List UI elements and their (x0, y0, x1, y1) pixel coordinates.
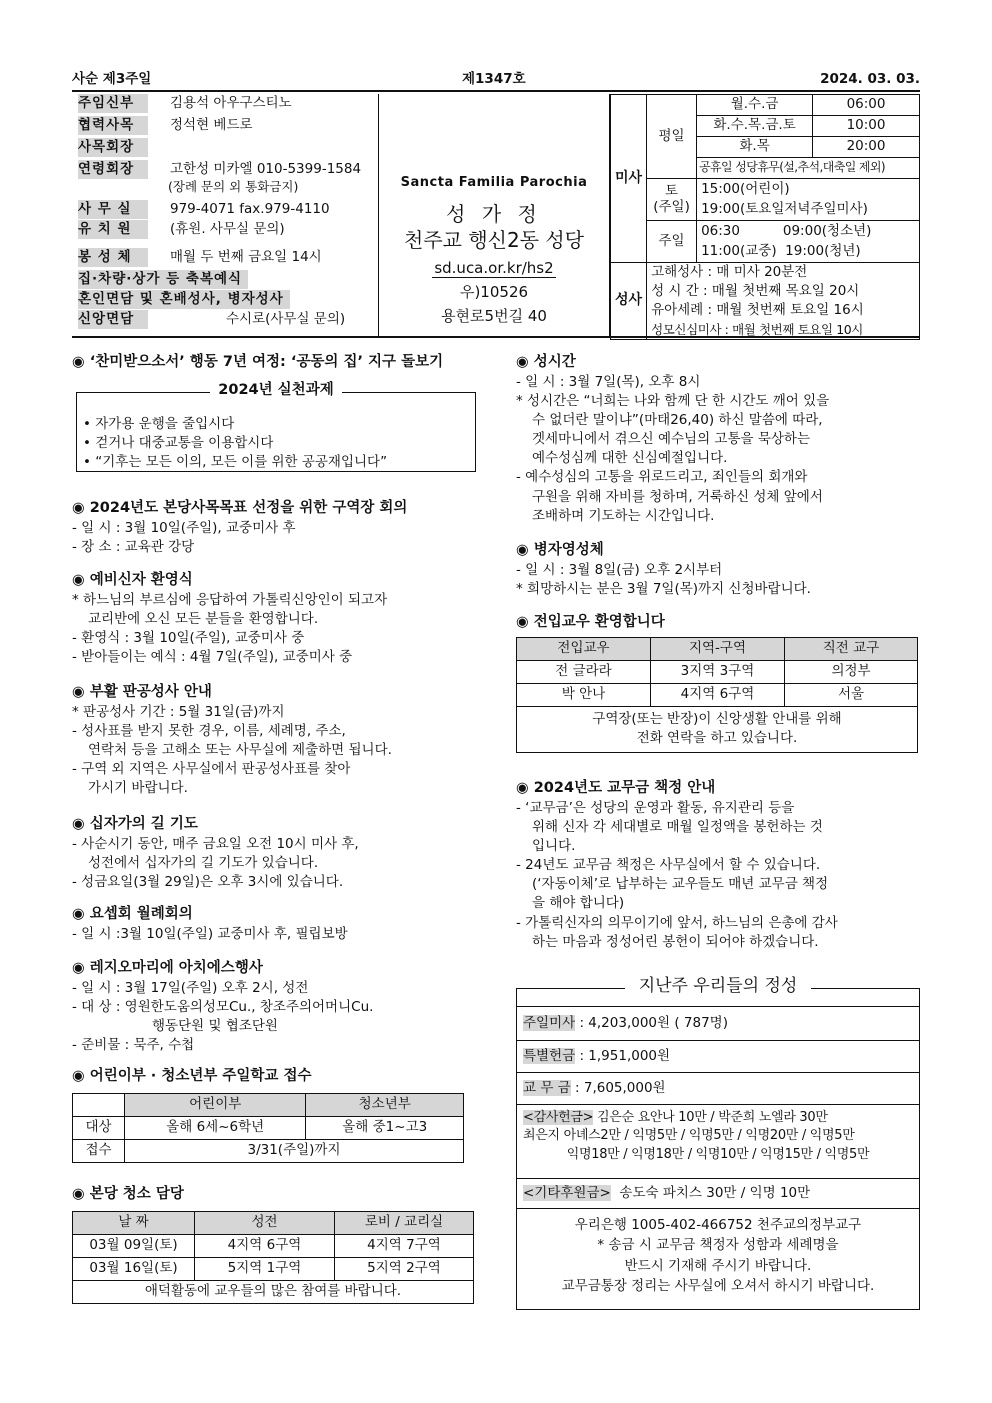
table-cell: 4지역 7구역 (335, 1234, 474, 1257)
table-cell: 박 안나 (517, 683, 651, 706)
note-line: 전화 연락을 하고 있습니다. (636, 730, 798, 747)
text-line: * 하느님의 부르심에 응답하여 가톨릭신앙인이 되고자 (72, 591, 388, 608)
text-line: - 성금요일(3월 29일)은 오후 3시에 있습니다. (72, 873, 344, 890)
practice-box (76, 382, 476, 472)
faith: 수시로(사무실 문의) (226, 311, 346, 327)
section-title: ◉ 십자가의 길 기도 (72, 816, 198, 832)
section-title: ◉ 예비신자 환영식 (72, 572, 193, 588)
amount: : 1,951,000원 (575, 1048, 671, 1064)
table-cell: 03월 09일(토) (73, 1234, 195, 1257)
tag-label: <기타후원금> (523, 1185, 611, 1201)
parish-info (378, 94, 610, 336)
joseph-section (72, 904, 484, 944)
note-line: 구역장(또는 반장)이 신앙생활 안내를 위해 (592, 710, 842, 727)
legio-section (72, 958, 484, 1055)
saturday-mass: 19:00(토요일저녁주일미사) (697, 200, 920, 221)
school-section (72, 1066, 484, 1163)
text-line: 가시기 바랍니다. (88, 780, 188, 797)
text-line: * 성시간은 “너희는 나와 함께 단 한 시간도 깨어 있을 (516, 392, 830, 409)
mass-label: 미사 (611, 95, 647, 263)
text-line: - 대 상 : 영원한도움의성모Cu., 창조주의어머니Cu. (72, 998, 374, 1015)
weekday-time: 10:00 (813, 116, 920, 137)
dues-section (516, 778, 920, 952)
office: 979-4071 fax.979-4110 (170, 201, 330, 217)
newcomers-table (516, 637, 918, 753)
tag-label: 특별헌금 (523, 1048, 576, 1064)
sacrament-item: 성 시 간 : 매월 첫번째 목요일 20시 (647, 282, 920, 301)
donor-line: 김은순 요안나 10만 / 박준희 노엘라 30만 (593, 1110, 828, 1125)
assoc: 정석현 베드로 (170, 117, 253, 133)
text-line: - 환영식 : 3월 10일(주일), 교중미사 중 (72, 629, 305, 646)
text-line: - 성사표를 받지 못한 경우, 이름, 세례명, 주소, (72, 722, 346, 739)
laudato-section (72, 352, 484, 471)
parish-url[interactable]: sd.uca.or.kr/hs2 (434, 259, 554, 277)
text-line: - 준비물 : 묵주, 수첩 (72, 1037, 195, 1054)
text-line: 겟세마니에서 겪으신 예수님의 고통을 묵상하는 (532, 431, 810, 448)
text-line: 위해 신자 각 세대별로 매월 일정액을 봉헌하는 것 (532, 818, 823, 835)
table-cell (517, 706, 918, 752)
council-label: 사목회장 (78, 138, 148, 157)
sacrament-label: 성사 (611, 263, 647, 340)
text-line: - 사순시기 동안, 매주 금요일 오전 10시 미사 후, (72, 835, 359, 852)
text-line: - 24년도 교무금 책정은 사무실에서 할 수 있습니다. (516, 857, 821, 874)
sick-section (516, 540, 920, 599)
tag-label: 교 무 금 (523, 1080, 571, 1096)
saturday-mass: 15:00(어린이) (697, 179, 920, 200)
section-title: ◉ 레지오마리에 아치에스행사 (72, 960, 263, 976)
text-line: * 희망하시는 분은 3월 7일(목)까지 신청바랍니다. (516, 580, 811, 597)
school-table (72, 1093, 464, 1163)
table-cell: 의정부 (785, 660, 918, 683)
text-line: 하는 마음과 정성어린 봉헌이 되어야 하겠습니다. (532, 933, 819, 950)
faith-label: 신앙면담 (78, 310, 148, 329)
table-cell: 전 글라라 (517, 660, 651, 683)
easter-section (72, 682, 484, 798)
kinder-label: 유 치 원 (78, 220, 148, 239)
section-title: ◉ 2024년도 본당사목목표 선정을 위한 구역장 회의 (72, 500, 408, 516)
offering-title: 지난주 우리들의 정성 (625, 976, 812, 996)
weekday-days: 월.수.금 (697, 95, 813, 116)
special-offering (517, 1041, 919, 1073)
sacrament-item: 유아세례 : 매월 첫번째 토요일 16시 (647, 301, 920, 320)
schedule (610, 94, 920, 336)
section-title: ◉ 어린이부 · 청소년부 주일학교 접수 (72, 1068, 312, 1084)
text-line: - 받아들이는 예식 : 4월 7일(주일), 교중미사 중 (72, 649, 353, 666)
donor-line: 송도숙 파치스 30만 / 익명 10만 (610, 1185, 811, 1201)
sunday-mass: 11:00(교중) 19:00(청년) (697, 242, 920, 263)
table-cell: 서울 (785, 683, 918, 706)
table-header: 어린이부 (125, 1093, 306, 1116)
text-line: - ‘교무금’은 성당의 운영과 활동, 유지관리 등을 (516, 799, 795, 816)
table-header: 날 짜 (73, 1211, 195, 1234)
text-line: 입니다. (532, 837, 576, 854)
section-title: ◉ 본당 청소 담당 (72, 1186, 184, 1202)
table-cell: 올해 6세~6학년 (125, 1116, 306, 1139)
mass-schedule-table (610, 94, 920, 340)
table-header: 성전 (195, 1211, 335, 1234)
dues-offering (517, 1073, 919, 1105)
table-header: 청소년부 (306, 1093, 464, 1116)
table-cell: 5지역 2구역 (335, 1257, 474, 1280)
bank-line: 우리은행 1005-402-466752 천주교의정부교구 (574, 1217, 862, 1233)
table-cell (73, 1093, 125, 1116)
liaison: 고한성 미카엘 010-5399-1584 (170, 161, 362, 177)
offering-box (516, 976, 920, 1310)
tag-label: <감사헌금> (523, 1110, 594, 1125)
table-cell: 대상 (73, 1116, 125, 1139)
sacrament-item: 성모신심미사 : 매월 첫번째 토요일 10시 (647, 320, 920, 339)
text-line: - 일 시 : 3월 7일(목), 오후 8시 (516, 373, 701, 390)
text-line: - 일 시 : 3월 17일(주일) 오후 2시, 성전 (72, 979, 309, 996)
top-bar (72, 68, 920, 92)
pastor: 김용석 아우구스티노 (170, 95, 292, 111)
amount: : 7,605,000원 (570, 1080, 666, 1096)
section-title: ◉ 전입교우 환영합니다 (516, 614, 665, 630)
staff-info (72, 94, 378, 336)
service-label: 봉 성 체 (78, 248, 148, 267)
text-line: - 구역 외 지역은 사무실에서 판공성사표를 찾아 (72, 761, 351, 778)
donor-line: 최은지 아녜스2만 / 익명5만 / 익명5만 / 익명20만 / 익명5만 (523, 1128, 855, 1144)
liaison-note: (장례 문의 외 통화금지) (168, 179, 299, 194)
amount: : 4,203,000원 ( 787명) (575, 1015, 728, 1031)
table-cell: 접수 (73, 1139, 125, 1162)
text-line: 교리반에 오신 모든 분들을 환영합니다. (88, 610, 319, 627)
text-line: 을 해야 합니다) (532, 895, 625, 912)
table-cell: 3지역 3구역 (651, 660, 785, 683)
text-line: 조배하며 기도하는 시간입니다. (532, 507, 715, 524)
holiday-note: 공휴일 성당휴무(설,추석,대축일 제외) (697, 158, 920, 179)
bank-line: * 송금 시 교무금 책정자 성함과 세례명을 (597, 1237, 839, 1254)
table-cell: 올해 중1~고3 (306, 1116, 464, 1139)
table-cell: 5지역 1구역 (195, 1257, 335, 1280)
liaison-label: 연령회장 (78, 160, 148, 179)
text-line: 예수성심께 대한 신심예절입니다. (532, 450, 728, 467)
parish-fullname: 천주교 행신2동 성당 (404, 228, 584, 252)
text-line: - 일 시 : 3월 8일(금) 오후 2시부터 (516, 561, 723, 578)
weekday-time: 06:00 (813, 95, 920, 116)
parish-latin: Sancta Familia Parochia (400, 175, 588, 190)
sunday-offering (517, 1007, 919, 1041)
clean-table (72, 1211, 474, 1304)
list-item: • 걷거나 대중교통을 이용합시다 (83, 435, 274, 452)
welcome-section (72, 570, 484, 667)
donor-line: 익명18만 / 익명18만 / 익명10만 / 익명15만 / 익명5만 (566, 1146, 870, 1162)
thanks-offering (517, 1105, 919, 1179)
table-header: 직전 교구 (785, 637, 918, 660)
saturday-label: 토 (주일) (647, 179, 697, 221)
holyhour-section (516, 352, 920, 526)
weekday-days: 화.수.목.금.토 (697, 116, 813, 137)
table-cell: 3/31(주일)까지 (125, 1139, 464, 1162)
weekday-time: 20:00 (813, 137, 920, 158)
text-line: 연락처 등을 고해소 또는 사무실에 제출하면 됩니다. (88, 741, 392, 758)
issue-number: 제1347호 (462, 71, 526, 87)
pastor-label: 주임신부 (78, 94, 148, 113)
table-cell: 03월 16일(토) (73, 1257, 195, 1280)
text-line: (‘자동이체’로 납부하는 교우들도 매년 교무금 책정 (532, 876, 829, 893)
cross-section (72, 814, 484, 892)
sunday-mass: 06:30 09:00(청소년) (697, 221, 920, 242)
issue-date: 2024. 03. 03. (820, 71, 920, 87)
tag-label: 주일미사 (523, 1015, 576, 1031)
sunday-label: 주일 (647, 221, 697, 263)
text-line: 행동단원 및 협조단원 (152, 1017, 278, 1034)
section-title: ◉ 부활 판공성사 안내 (72, 684, 212, 700)
clean-section (72, 1184, 484, 1304)
section-title: ◉ ‘찬미받으소서’ 행동 7년 여정: ‘공동의 집’ 지구 돌보기 (72, 354, 444, 370)
table-cell: 애덕활동에 교우들의 많은 참여를 바랍니다. (73, 1280, 474, 1303)
other-offering (517, 1179, 919, 1209)
section-title: ◉ 성시간 (516, 354, 576, 370)
season: 사순 제3주일 (72, 71, 152, 87)
marriage-label: 혼인면담 및 혼배성사, 병자성사 (78, 290, 290, 309)
text-line: - 장 소 : 교육관 강당 (72, 538, 195, 555)
office-label: 사 무 실 (78, 200, 148, 219)
newcomers-section (516, 612, 920, 753)
text-line: - 일 시 :3월 10일(주일) 교중미사 후, 필립보방 (72, 925, 348, 942)
bank-line: 교무금통장 정리는 사무실에 오셔서 하시기 바랍니다. (561, 1277, 875, 1294)
text-line: 성전에서 십자가의 길 기도가 있습니다. (88, 854, 319, 871)
text-line: - 예수성심의 고통을 위로드리고, 죄인들의 회개와 (516, 469, 808, 486)
section-title: ◉ 요셉회 월례회의 (72, 906, 193, 922)
table-cell: 4지역 6구역 (651, 683, 785, 706)
weekday-days: 화.목 (697, 137, 813, 158)
section-title: ◉ 2024년도 교무금 책정 안내 (516, 780, 716, 796)
list-item: • “기후는 모든 이의, 모든 이를 위한 공공재입니다” (83, 454, 388, 471)
table-header: 지역-구역 (651, 637, 785, 660)
practice-box-title: 2024년 실천과제 (210, 382, 341, 398)
table-cell: 4지역 6구역 (195, 1234, 335, 1257)
bank-info (517, 1209, 919, 1300)
kinder: (휴원. 사무실 문의) (170, 221, 285, 237)
text-line: 구원을 위해 자비를 청하며, 거룩하신 성체 앞에서 (532, 488, 823, 505)
assoc-label: 협력사목 (78, 116, 148, 135)
parish-zip: 우)10526 (459, 283, 529, 301)
bank-line: 반드시 기재해 주시기 바랍니다. (624, 1257, 812, 1274)
table-header: 로비 / 교리실 (335, 1211, 474, 1234)
sacrament-item: 고해성사 : 매 미사 20분전 (647, 263, 920, 283)
section-title: ◉ 병자영성체 (516, 542, 604, 558)
list-item: • 자가용 운행을 줄입시다 (83, 416, 235, 432)
service: 매월 두 번째 금요일 14시 (170, 249, 322, 265)
blessing-label: 집·차량·상가 등 축복예식 (78, 270, 248, 289)
text-line: - 가톨릭신자의 의무이기에 앞서, 하느님의 은총에 감사 (516, 914, 838, 931)
text-line: * 판공성사 기간 : 5월 31일(금)까지 (72, 703, 285, 720)
meeting-section (72, 498, 484, 557)
text-line: - 일 시 : 3월 10일(주일), 교중미사 후 (72, 519, 296, 536)
table-header: 전입교우 (517, 637, 651, 660)
weekday-label: 평일 (647, 95, 697, 179)
parish-name: 성 가 정 (446, 202, 542, 226)
header (72, 94, 920, 338)
text-line: 수 없더란 말이냐”(마태26,40) 하신 말씀에 따라, (532, 411, 823, 428)
parish-address: 용현로5번길 40 (441, 307, 547, 325)
